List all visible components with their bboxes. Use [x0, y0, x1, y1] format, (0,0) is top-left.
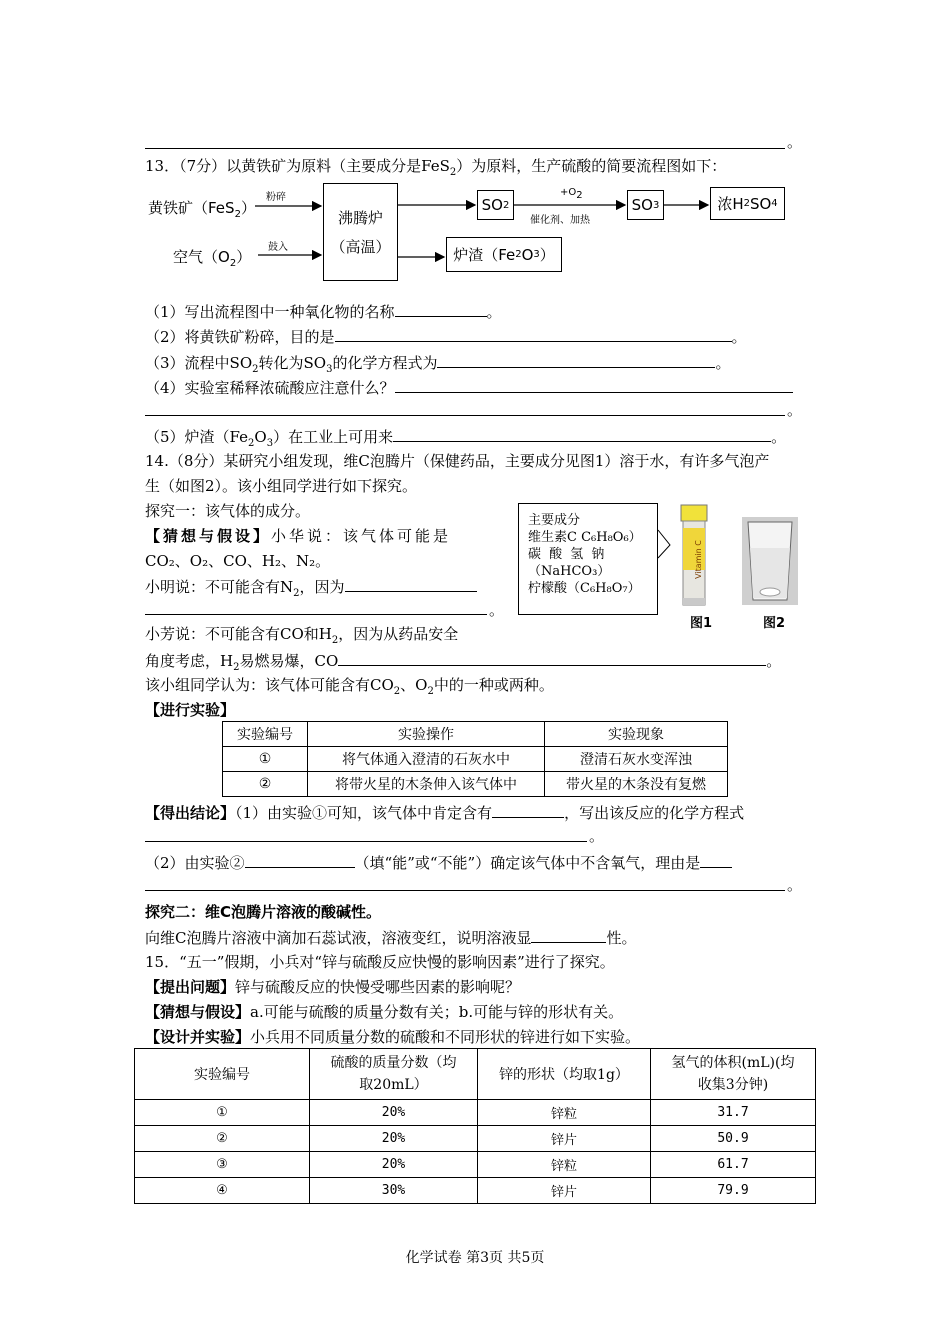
table-row	[135, 1126, 816, 1152]
table-header-cell: 实验现象	[545, 722, 728, 747]
callout-pointer	[658, 530, 670, 558]
tube-label: Vitamin C	[693, 540, 703, 579]
q14-exp-label: 【进行实验】	[145, 701, 236, 719]
flow-blow-label: 鼓入	[268, 242, 288, 253]
figure-illustration	[0, 0, 950, 640]
q14-conclusion2: （2）由实验② （填“能”或“不能”）确定该气体中不含氧气，理由是	[145, 852, 732, 873]
flow-air: 空气$(O_2)$	[173, 248, 252, 269]
q14-line2: 生（如图2）。该小组同学进行如下探究。	[145, 477, 418, 495]
page-footer: 化学试卷 第3页 共5页	[405, 1250, 545, 1266]
table-cell: ①	[223, 747, 308, 772]
q14-guess-gases: CO₂、O₂、CO、H₂、N₂。	[145, 552, 331, 570]
table-header-row	[135, 1049, 816, 1100]
table-cell: ③	[135, 1152, 310, 1178]
tablet	[760, 588, 780, 596]
ingredient-nahco3-b: （NaHCO₃）	[528, 564, 611, 579]
q14-explore2: 探究二：维C泡腾片溶液的酸碱性。	[145, 903, 382, 921]
table-header-cell: 硫酸的质量分数（均 取20mL）	[310, 1049, 478, 1100]
q15-line1: 15．“五一”假期，小兵对“锌与硫酸反应快慢的影响因素”进行了探究。	[145, 953, 615, 971]
period: 。	[589, 827, 605, 845]
figure1-caption: 图1	[690, 616, 713, 631]
table-header-cell: 氢气的体积(mL)(均 收集3分钟)	[651, 1049, 816, 1100]
table-row	[223, 772, 728, 797]
flow-pyrite: 黄铁矿（FeS$_2$）	[148, 199, 256, 220]
q13-part3: （3）流程中$SO_2$转化为$SO_3$的化学方程式为 。	[145, 354, 731, 375]
table-cell: 锌片	[478, 1178, 651, 1204]
ingredient-citric: 柠檬酸（C₆H₈O₇）	[528, 581, 641, 596]
flow-acid-box: 浓H 2 SO 4	[710, 187, 785, 220]
q13-part2: （2）将黄铁矿粉碎，目的是 。	[145, 328, 747, 346]
flow-furnace-line1: 沸腾炉	[337, 209, 383, 227]
experiment-table-1	[222, 721, 728, 797]
q13-part4: （4）实验室稀释浓硫酸应注意什么？	[145, 377, 793, 398]
table-cell: ②	[223, 772, 308, 797]
table-cell: 将带火星的木条伸入该气体中	[308, 772, 545, 797]
q13-part1: （1）写出流程图中一种氧化物的名称 。	[145, 303, 502, 321]
table-cell: 20%	[310, 1100, 478, 1126]
table-cell: ②	[135, 1126, 310, 1152]
flow-plus-o2: $+O_2$	[560, 187, 583, 201]
period: 。	[787, 133, 803, 151]
q14-explore1: 探究一：该气体的成分。	[145, 502, 311, 520]
table-cell: 锌粒	[478, 1100, 651, 1126]
flow-so2-box: SO 2	[477, 190, 514, 220]
table-cell: 79.9	[651, 1178, 816, 1204]
table-row	[223, 747, 728, 772]
table-cell: 澄清石灰水变浑浊	[545, 747, 728, 772]
table-header-cell: 实验编号	[135, 1049, 310, 1100]
q13-stem: 13．（7分）以黄铁矿为原料（主要成分是FeS$_2$）为原料，生产硫酸的简要流程图如下：	[145, 157, 727, 178]
table-header-cell: 实验操作	[308, 722, 545, 747]
flow-so3-box: SO 3	[627, 190, 664, 220]
ingredients-title: 主要成分	[528, 513, 581, 528]
figure2-caption: 图2	[763, 616, 786, 631]
q15-design: 【设计并实验】小兵用不同质量分数的硫酸和不同形状的锌进行如下实验。	[145, 1028, 641, 1046]
q14-line1: 14.（8分）某研究小组发现，维C泡腾片（保健药品，主要成分见图1）溶于水，有许多气泡产	[145, 452, 770, 470]
table-cell: 锌片	[478, 1126, 651, 1152]
table-header-cell: 实验编号	[223, 722, 308, 747]
flow-crush-label: 粉碎	[266, 192, 286, 203]
table-row	[135, 1152, 816, 1178]
table-row	[135, 1178, 816, 1204]
table-cell: 带火星的木条没有复燃	[545, 772, 728, 797]
answer-line-equation	[145, 841, 587, 842]
table-cell: 锌粒	[478, 1152, 651, 1178]
experiment-table-2	[134, 1048, 816, 1204]
table-header-row	[223, 722, 728, 747]
tube-cap	[681, 505, 707, 521]
table-header-cell: 锌的形状（均取1g）	[478, 1049, 651, 1100]
table-cell: 61.7	[651, 1152, 816, 1178]
tube-base	[683, 598, 705, 605]
table-cell: 30%	[310, 1178, 478, 1204]
q14-conclusion1: 【得出结论】（1）由实验①可知，该气体中肯定含有 ，写出该反应的化学方程式	[145, 804, 745, 822]
q14-litmus: 向维C泡腾片溶液中滴加石蕊试液，溶液变红，说明溶液显 性。	[145, 929, 637, 947]
ingredient-nahco3-a: 碳 酸 氢 钠	[528, 547, 607, 562]
table-cell: 31.7	[651, 1100, 816, 1126]
period: 。	[489, 601, 505, 619]
table-cell: ④	[135, 1178, 310, 1204]
flow-slag-box: 炉渣（Fe 2 O 3 ）	[446, 237, 562, 272]
answer-line-reason	[145, 890, 785, 891]
q14-fang2: 角度考虑，$H_2$易燃易爆，CO 。	[145, 652, 782, 673]
q14-fang1: 小芳说：不可能含有CO和$H_2$，因为从药品安全	[145, 625, 459, 646]
period: 。	[787, 401, 803, 419]
flow-catalyst: 催化剂、加热	[530, 215, 590, 226]
flow-furnace-line2: （高温）	[330, 238, 391, 256]
ingredient-vc: 维生素C C₆H₈O₆）	[528, 530, 642, 545]
q14-guess: 【猜想与假设】小华说：该气体可能是	[145, 527, 452, 545]
q14-group: 该小组同学认为：该气体可能含有$CO_2$、$O_2$中的一种或两种。	[145, 676, 554, 697]
table-cell: 50.9	[651, 1126, 816, 1152]
table-row	[135, 1100, 816, 1126]
table-cell: 将气体通入澄清的石灰水中	[308, 747, 545, 772]
table-cell: 20%	[310, 1126, 478, 1152]
table-cell: 20%	[310, 1152, 478, 1178]
q14-ming: 小明说：不可能含有$N_2$，因为	[145, 576, 477, 604]
period: 。	[787, 876, 803, 894]
q15-ask: 【提出问题】锌与硫酸反应的快慢受哪些因素的影响呢？	[145, 978, 521, 996]
table-cell: ①	[135, 1100, 310, 1126]
q13-part5: （5）炉渣$(Fe_2O_3)$在工业上可用来 。	[145, 428, 787, 449]
q15-hypothesis: 【猜想与假设】a.可能与硫酸的质量分数有关；b.可能与锌的形状有关。	[145, 1003, 624, 1021]
